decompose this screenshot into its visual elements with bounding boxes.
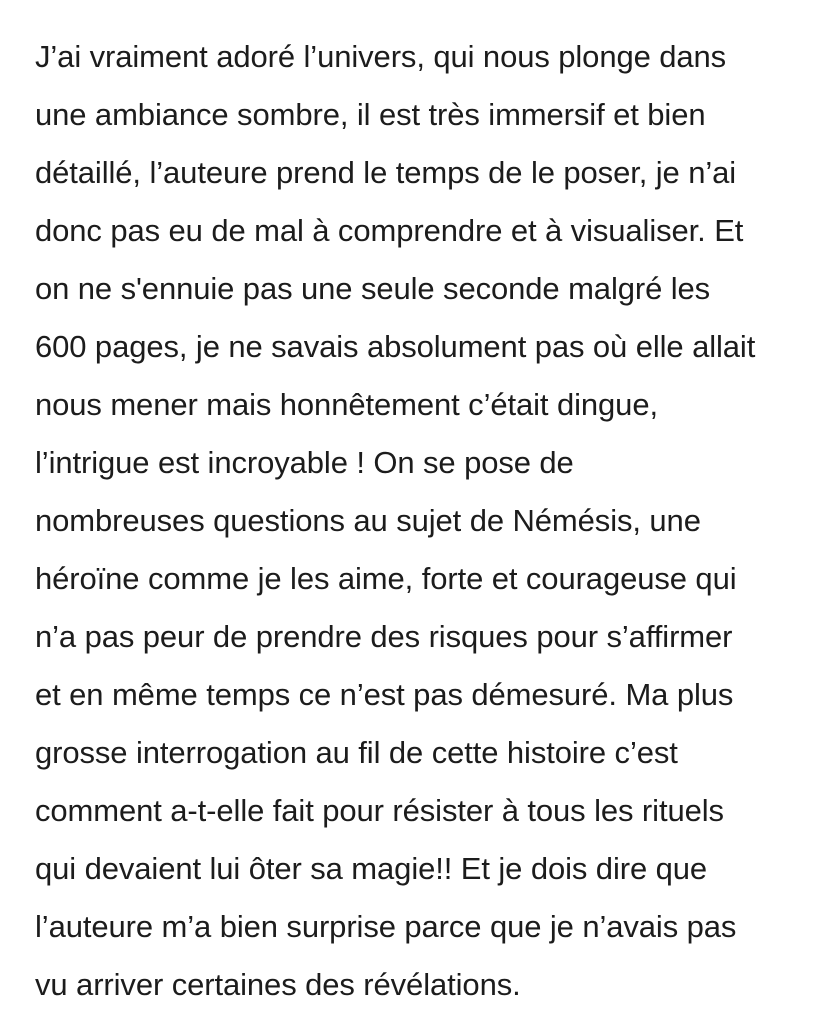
review-line-12: et en même temps ce n’est pas démesuré. Ma plus [35, 677, 734, 712]
review-text [35, 28, 825, 1014]
review-line-1: J’ai vraiment adoré l’univers, qui nous plonge dans [35, 39, 727, 74]
review-line-6: 600 pages, je ne savais absolument pas où elle allait [35, 329, 756, 364]
review-line-7: nous mener mais honnêtement c’était dingue, [35, 387, 658, 422]
review-line-16: l’auteure m’a bien surprise parce que je n’avais pas [35, 909, 737, 944]
review-line-2: une ambiance sombre, il est très immersif et bien [35, 97, 706, 132]
review-line-10: héroïne comme je les aime, forte et courageuse qui [35, 561, 737, 596]
review-line-4: donc pas eu de mal à comprendre et à visualiser. Et [35, 213, 744, 248]
review-line-14: comment a-t-elle fait pour résister à tous les rituels [35, 793, 724, 828]
review-line-3: détaillé, l’auteure prend le temps de le poser, je n’ai [35, 155, 737, 190]
review-line-5: on ne s'ennuie pas une seule seconde malgré les [35, 271, 711, 306]
review-line-15: qui devaient lui ôter sa magie!! Et je dois dire que [35, 851, 708, 886]
review-line-9: nombreuses questions au sujet de Némésis, une [35, 503, 701, 538]
review-line-13: grosse interrogation au fil de cette histoire c’est [35, 735, 678, 770]
review-line-17: vu arriver certaines des révélations. [35, 967, 521, 1002]
review-line-8: l’intrigue est incroyable ! On se pose de [35, 445, 574, 480]
review-line-11: n’a pas peur de prendre des risques pour s’affirmer [35, 619, 733, 654]
